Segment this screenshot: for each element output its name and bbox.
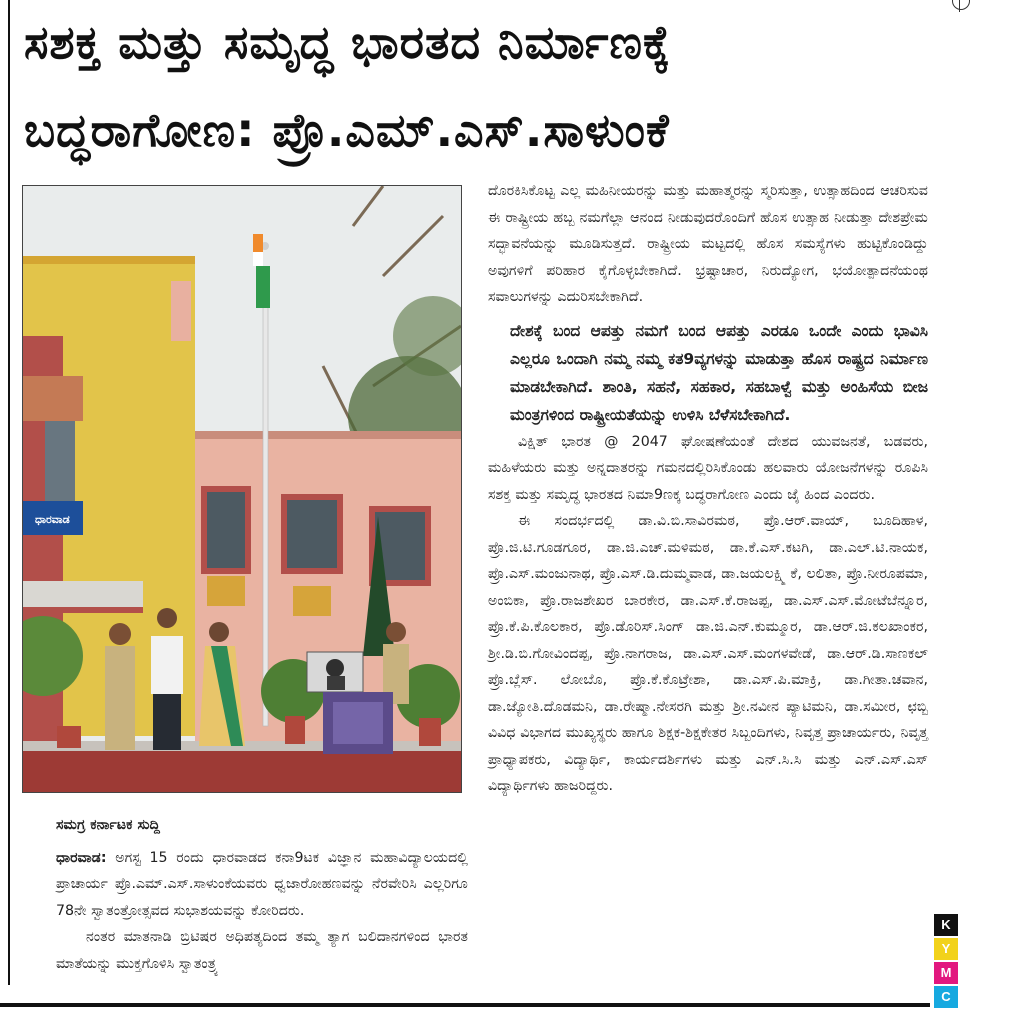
article-paragraph: ನಂತರ ಮಾತನಾಡಿ ಬ್ರಿಟಿಷರ ಅಧಿಪತ್ಯದಿಂದ ತಮ್ಮ ತ್ಯಾಗ ಬಲಿದಾನಗಳಿಂದ ಭಾರತ ಮಾತೆಯನ್ನು ಮುಕ್ತಗೊಳಿಸಿ ಸ್ವಾತಂತ್ರ್ಯ: [56, 929, 468, 972]
page-bottom-rule: [0, 1003, 930, 1007]
flag-hoisting-illustration: [23, 186, 461, 792]
building-sign-text: ಧಾರವಾಡ: [35, 513, 70, 526]
byline: ಸಮಗ್ರ ಕರ್ನಾಟಕ ಸುದ್ದಿ: [56, 817, 160, 833]
dateline: ಧಾರವಾಡ:: [56, 849, 107, 866]
article-lead-paragraph: [56, 845, 468, 925]
headline-line-1: ಸಶಕ್ತ ಮತ್ತು ಸಮೃದ್ಧ ಭಾರತದ ನಿರ್ಮಾಣಕ್ಕೆ: [24, 15, 671, 69]
cmyk-color-bar: [934, 914, 960, 1010]
crosshair-icon: [948, 0, 972, 12]
article-attendees-paragraph: ಈ ಸಂದರ್ಭದಲ್ಲಿ ಡಾ.ವಿ.ಬಿ.ಸಾವಿರಮಠ, ಪ್ರೊ.ಆರ್.ವಾಯ್, ಬೂದಿಹಾಳ, ಪ್ರೊ.ಜಿ.ಟಿ.ಗೂಡಗೂರ, ಡಾ.ಜಿ.ಎಚ್.ಮಳಿಮಠ, ಡಾ.ಕೆ.ಎಸ್.ಕಟಗಿ, ಡಾ.ಎಲ್.ಟಿ.ನಾಯಕ, ಪ್ರೊ.ಎಸ್.ಮಂಜುನಾಥ, ಪ್ರೊ.ಎಸ್.ಡಿ.ದುಮ್ಮವಾಡ, ಡಾ.ಜಯಲಕ್ಷ್ಮಿ ಕೆ, ಲಲಿತಾ, ಪ್ರೊ.ನೀರೂಪಮಾ, ಅಂಬಿಕಾ, ಪ್ರೊ.ರಾಜಶೇಖರ ಬಾರಕೇರ, ಡಾ.ಎಸ್.ಕೆ.ರಾಜಪ್ಪ, ಡಾ.ಎಸ್.ಎಸ್.ಮೋಟೆಬೆನ್ನೂರ, ಪ್ರೊ.ಕೆ.ಪಿ.ಕೊಲಕಾರ, ಪ್ರೊ.ಡೊರಿಸ್.ಸಿಂಗ್ ಡಾ.ಜಿ.ಎನ್.ಕುಮ್ಮೂರ, ಡಾ.ಆರ್.ಜಿ.ಕಲಖಾಂಕರ, ಶ್ರೀ.ಡಿ.ಬಿ.ಗೋವಿಂದಪ್ಪ, ಪ್ರೊ.ನಾಗರಾಜ, ಡಾ.ಎಸ್.ಎಸ್.ಮಂಗಳವೇಡೆ, ಡಾ.ಆರ್.ಡಿ.ಸಾಣಕಲ್ ಪ್ರೊ.ಬ್ಲೆಸ್. ಲೋಬೊ, ಪ್ರೊ.ಕೆ.ಕೊಟ್ರೇಶಾ, ಡಾ.ಎಸ್.ಪಿ.ಮಾಕ್ರಿ, ಡಾ.ಗೀತಾ.ಚವಾನ, ಡಾ.ಜ್ಯೋತಿ.ದೊಡಮನಿ, ಡಾ.ರೇಷ್ಮಾ.ನೇಸರಗಿ ಮತ್ತು ಶ್ರೀ.ನವೀನ ಪ್ಯಾಟಿಮನಿ, ಡಾ.ಸಮೀರ, ಛಬ್ಬಿ ವಿವಿಧ ವಿಭಾಗದ ಮುಖ್ಯಸ್ಥರು ಹಾಗೂ ಶಿಕ್ಷಕ-ಶಿಕ್ಷಕೇತರ ಸಿಬ್ಬಂದಿಗಳು, ನಿವೃತ್ತ ಪ್ರಾಚಾರ್ಯರು, ನಿವೃತ್ತ ಪ್ರಾಧ್ಯಾಪಕರು, ವಿದ್ಯಾರ್ಥಿ, ಕಾರ್ಯದರ್ಶಿಗಳು ಮತ್ತು ಎನ್.ಸಿ.ಸಿ ಮತ್ತು ಎನ್.ಎಸ್.ಎಸ್ ವಿದ್ಯಾರ್ಥಿಗಳು ಹಾಜರಿದ್ದರು.: [488, 513, 928, 794]
cmyk-y-swatch: Y: [934, 938, 958, 960]
lead-text: ಅಗಸ್ಟ 15 ರಂದು ಧಾರವಾಡದ ಕನಾ9ಟಕ ವಿಜ್ಞಾನ ಮಹಾವಿದ್ಯಾಲಯದಲ್ಲಿ ಪ್ರಾಚಾರ್ಯ ಪ್ರೊ.ಎಮ್.ಎಸ್.ಸಾಳುಂಕೆಯವರು ಧ್ವಜಾರೋಹಣವನ್ನು ನೆರವೇರಿಸಿ ಎಲ್ಲರಿಗೂ 78ನೇ ಸ್ವಾತಂತ್ರೋತ್ಸವದ ಸುಭಾಶಯವನ್ನು ಕೋರಿದರು.: [56, 849, 468, 919]
cmyk-c-swatch: C: [934, 986, 958, 1008]
cmyk-k-swatch: K: [934, 914, 958, 936]
news-photo-flag-hoisting: [22, 185, 462, 793]
article-column-right: [488, 178, 928, 800]
article-highlight-paragraph: ದೇಶಕ್ಕೆ ಬಂದ ಆಪತ್ತು ನಮಗೆ ಬಂದ ಆಪತ್ತು ಎರಡೂ ಒಂದೇ ಎಂದು ಭಾವಿಸಿ ಎಲ್ಲರೂ ಒಂದಾಗಿ ನಮ್ಮ ನಮ್ಮ ಕತ9ವ್ಯಗಳನ್ನು ಮಾಡುತ್ತಾ ಹೊಸ ರಾಷ್ಟ್ರದ ನಿರ್ಮಾಣ ಮಾಡಬೇಕಾಗಿದೆ. ಶಾಂತಿ, ಸಹನೆ, ಸಹಕಾರ, ಸಹಬಾಳ್ವೆ ಮತ್ತು ಅಂಹಿಸೆಯ ಬೀಜ ಮಂತ್ರಗಳಿಂದ ರಾಷ್ಟ್ರೀಯತೆಯನ್ನು ಉಳಿಸಿ ಬೆಳೆಸಬೇಕಾಗಿದೆ.: [510, 321, 928, 424]
cmyk-m-swatch: M: [934, 962, 958, 984]
flag-pole: [263, 286, 268, 726]
article-paragraph: ವಿಕ್ಷಿತ್ ಭಾರತ @ 2047 ಘೋಷಣೆಯಂತೆ ದೇಶದ ಯುವಜನತೆ, ಬಡವರು, ಮಹಿಳೆಯರು ಮತ್ತು ಅನ್ನದಾತರನ್ನು ಗಮನದಲ್ಲಿರಿಸಿಕೊಂಡು ಹಲವಾರು ಯೋಜನೆಗಳನ್ನು ರೂಪಿಸಿ ಸಶಕ್ತ ಮತ್ತು ಸಮೃದ್ಧ ಭಾರತದ ನಿಮಾ9ಣಕ್ಕ ಬದ್ಧರಾಗೋಣ ಎಂದು ಜೈ ಹಿಂದ ಎಂದರು.: [488, 433, 928, 503]
page-left-rule: [8, 0, 10, 985]
article-paragraph: ದೊರಕಿಸಿಕೊಟ್ಟ ಎಲ್ಲ ಮಹಿನೀಯರನ್ನು ಮತ್ತು ಮಹಾತ್ಮರನ್ನು ಸ್ಮರಿಸುತ್ತಾ, ಉತ್ಸಾಹದಿಂದ ಆಚರಿಸುವ ಈ ರಾಷ್ಟ್ರೀಯ ಹಬ್ಬ ನಮಗೆಲ್ಲಾ ಆನಂದ ನೀಡುವುದರೊಂದಿಗೆ ಹೊಸ ಉತ್ಸಾಹ ನೀಡುತ್ತಾ ದೇಶಪ್ರೇಮ ಸದ್ಭಾವನೆಯನ್ನು ಮೂಡಿಸುತ್ತದೆ. ರಾಷ್ಟ್ರೀಯ ಮಟ್ಟದಲ್ಲಿ ಹೊಸ ಸಮಸ್ಯೆಗಳು ಹುಟ್ಟಿಕೊಂಡಿದ್ದು ಅವುಗಳಿಗೆ ಪರಿಹಾರ ಕೈಗೊಳ್ಳಬೇಕಾಗಿದೆ. ಭ್ರಷ್ಟಾಚಾರ, ನಿರುದ್ಯೋಗ, ಭಯೋತ್ಪಾದನೆಯಂಥ ಸವಾಲುಗಳನ್ನು ಎದುರಿಸಬೇಕಾಗಿದೆ.: [488, 183, 928, 305]
headline-line-2: ಬದ್ಧರಾಗೋಣ: ಪ್ರೊ.ಎಮ್.ಎಸ್.ಸಾಳುಂಕೆ: [24, 103, 670, 157]
stage: [23, 746, 461, 792]
article-column-left: [56, 812, 468, 977]
